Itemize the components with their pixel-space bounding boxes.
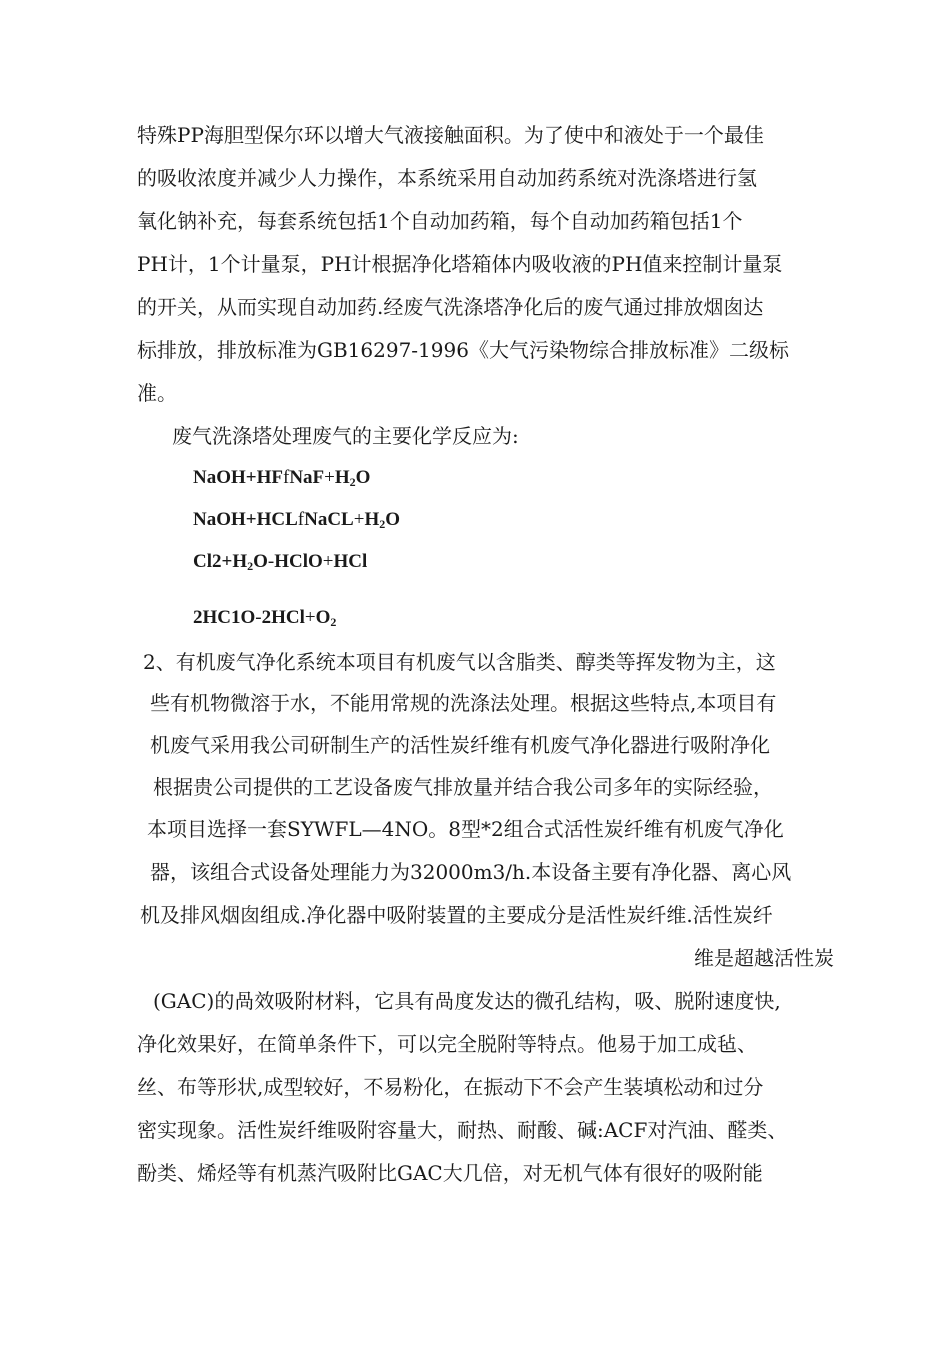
text-line: 些有机物微溶于水，不能用常规的洗涤法处理。根据这些特点,本项目有 bbox=[150, 691, 777, 715]
text-line: 氧化钠补充，每套系统包括1个自动加药箱，每个自动加药箱包括1个 bbox=[137, 209, 743, 233]
text-line: 2、有机废气净化系统本项目有机废气以含脂类、醇类等挥发物为主，这 bbox=[143, 650, 776, 674]
text-line: PH计，1个计量泵，PH计根据净化塔箱体内吸收液的PH值来控制计量泵 bbox=[137, 252, 783, 276]
reaction-intro: 废气洗涤塔处理废气的主要化学反应为: bbox=[172, 424, 519, 448]
chemical-equation: $Cl2+H_2O-HClO+HCl$ bbox=[193, 551, 368, 573]
text-line: 准。 bbox=[137, 381, 177, 405]
text-line: 的开关，从而实现自动加药.经废气洗涤塔净化后的废气通过排放烟囱达 bbox=[137, 295, 764, 319]
text-line: 机及排风烟囱组成.净化器中吸附装置的主要成分是活性炭纤维.活性炭纤 bbox=[140, 903, 773, 927]
text-line: 机废气采用我公司研制生产的活性炭纤维有机废气净化器进行吸附净化 bbox=[150, 733, 770, 757]
chemical-equation: $NaOH+HFfNaF+H_2O$ bbox=[193, 467, 371, 489]
text-line: 的吸收浓度并减少人力操作，本系统采用自动加药系统对洗涤塔进行氢 bbox=[137, 166, 757, 190]
text-line: 标排放，排放标准为GB16297-1996《大气污染物综合排放标准》二级标 bbox=[137, 338, 789, 362]
text-line: 丝、布等形状,成型较好，不易粉化，在振动下不会产生装填松动和过分 bbox=[137, 1075, 764, 1099]
text-line: (GAC)的咼效吸附材料，它具有咼度发达的微孔结构，吸、脱附速度快, bbox=[153, 989, 781, 1013]
text-line: 维是超越活性炭 bbox=[694, 946, 834, 970]
text-line: 本项目选择一套SYWFL—4NO。8型*2组合式活性炭纤维有机废气净化 bbox=[147, 817, 784, 841]
text-line: 密实现象。活性炭纤维吸附容量大，耐热、耐酸、碱:ACF对汽油、醛类、 bbox=[137, 1118, 788, 1142]
text-line: 器，该组合式设备处理能力为32000m3/h.本设备主要有净化器、离心风 bbox=[150, 860, 792, 884]
chemical-equation: $NaOH+HCLfNaCL+H_2O$ bbox=[193, 509, 401, 531]
text-line: 净化效果好，在简单条件下，可以完全脱附等特点。他易于加工成毡、 bbox=[137, 1032, 757, 1056]
text-line: 根据贵公司提供的工艺设备废气排放量并结合我公司多年的实际经验， bbox=[153, 775, 773, 799]
text-line: 酚类、烯烃等有机蒸汽吸附比GAC大几倍，对无机气体有很好的吸附能 bbox=[137, 1161, 763, 1185]
text-line: 特殊PP海胆型保尔环以增大气液接触面积。为了使中和液处于一个最佳 bbox=[137, 123, 764, 147]
chemical-equation: $2HC1O-2HCl+O_2$ bbox=[193, 607, 337, 629]
